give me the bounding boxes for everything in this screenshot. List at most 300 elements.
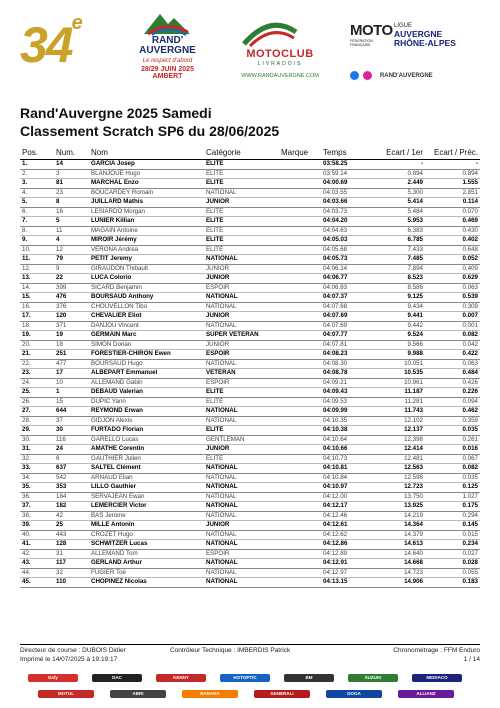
social-handle: RAND'AUVERGNE <box>379 72 433 79</box>
row-categorie: JUNIOR <box>204 340 279 350</box>
row-ecartp: 0.462 <box>425 407 480 417</box>
row-num: 24 <box>54 445 89 455</box>
row-temps: 04:03.73 <box>321 207 373 217</box>
table-row <box>20 188 480 198</box>
row-marque <box>279 255 321 265</box>
row-marque <box>279 217 321 227</box>
row-marque <box>279 274 321 284</box>
row-nom: GIDJON Alexis <box>89 416 204 426</box>
row-temps: 04:10.66 <box>321 445 373 455</box>
sponsor-logo: BANANA <box>182 690 238 698</box>
row-num: 42 <box>54 511 89 521</box>
row-categorie: ELITE <box>204 388 279 398</box>
table-row <box>20 473 480 483</box>
row-categorie: NATIONAL <box>204 416 279 426</box>
row-ecartp: 0.082 <box>425 464 480 474</box>
row-temps: 03:59.14 <box>321 169 373 179</box>
table-row <box>20 407 480 417</box>
row-ecart1: 9.442 <box>373 321 425 331</box>
row-temps: 04:05.03 <box>321 236 373 246</box>
row-ecart1: 11.743 <box>373 407 425 417</box>
page-footer <box>20 644 480 665</box>
table-row <box>20 283 480 293</box>
motoclub-name: MOTOCLUB <box>246 48 314 60</box>
row-marque <box>279 492 321 502</box>
table-row <box>20 198 480 208</box>
row-temps: 04:07.81 <box>321 340 373 350</box>
row-categorie: SUPER VETERAN <box>204 331 279 341</box>
row-num: 79 <box>54 255 89 265</box>
page-subtitle: Classement Scratch SP6 du 28/06/2025 <box>20 123 280 139</box>
row-ecart1: 14.379 <box>373 530 425 540</box>
row-pos: 43. <box>20 559 54 569</box>
col-nom-header: Nom <box>89 146 204 160</box>
row-temps: 04:07.68 <box>321 302 373 312</box>
row-num: 4 <box>54 236 89 246</box>
row-pos: 6. <box>20 207 54 217</box>
row-ecartp: 0.261 <box>425 435 480 445</box>
sponsor-logos <box>28 670 478 704</box>
table-row <box>20 264 480 274</box>
row-pos: 18. <box>20 321 54 331</box>
row-marque <box>279 473 321 483</box>
row-temps: 04:08.23 <box>321 350 373 360</box>
row-nom: ALLEMAND Tom <box>89 549 204 559</box>
row-categorie: ELITE <box>204 397 279 407</box>
row-nom: AMATHE Corentin <box>89 445 204 455</box>
row-marque <box>279 521 321 531</box>
row-pos: 9. <box>20 236 54 246</box>
row-pos: 13. <box>20 274 54 284</box>
row-pos: 4. <box>20 188 54 198</box>
row-num: 37 <box>54 416 89 426</box>
row-ecart1: - <box>373 160 425 170</box>
table-row <box>20 207 480 217</box>
row-ecartp: 0.484 <box>425 369 480 379</box>
row-pos: 35. <box>20 483 54 493</box>
footer-directeur: Directeur de course : DUBOIS Didier <box>20 647 126 654</box>
row-ecart1: 7.485 <box>373 255 425 265</box>
row-ecart1: 5.953 <box>373 217 425 227</box>
table-row <box>20 321 480 331</box>
row-nom: CHEVALIER Eliot <box>89 312 204 322</box>
row-nom: CHOUVELLON Tibo <box>89 302 204 312</box>
row-ecart1: 5.414 <box>373 198 425 208</box>
row-ecartp: 0.028 <box>425 559 480 569</box>
motoclub-sub: LIVRADOIS <box>257 61 303 67</box>
table-row <box>20 540 480 550</box>
row-ecartp: 0.629 <box>425 274 480 284</box>
row-ecart1: 8.523 <box>373 274 425 284</box>
row-num: 117 <box>54 559 89 569</box>
row-pos: 21. <box>20 350 54 360</box>
footer-printed: Imprimé le 14/07/2025 à 19:19:17 <box>20 656 118 663</box>
row-temps: 04:00.69 <box>321 179 373 189</box>
row-ecart1: 14.364 <box>373 521 425 531</box>
row-nom: SICARD Benjamin <box>89 283 204 293</box>
row-nom: GERMAIN Marc <box>89 331 204 341</box>
row-ecart1: 11.187 <box>373 388 425 398</box>
row-nom: DEBAUD Valerian <box>89 388 204 398</box>
row-num: 9 <box>54 264 89 274</box>
table-row <box>20 426 480 436</box>
table-row <box>20 350 480 360</box>
row-marque <box>279 445 321 455</box>
row-temps: 04:12.00 <box>321 492 373 502</box>
row-num: 15 <box>54 397 89 407</box>
row-nom: VERONA Andrea <box>89 245 204 255</box>
row-pos: 31. <box>20 445 54 455</box>
col-pos-header: Pos. <box>20 146 54 160</box>
footer-page: 1 / 14 <box>463 656 480 663</box>
table-row <box>20 255 480 265</box>
row-num: 644 <box>54 407 89 417</box>
row-nom: BOUCARDEY Romain <box>89 188 204 198</box>
row-pos: 19. <box>20 331 54 341</box>
row-nom: ARNAUD Elian <box>89 473 204 483</box>
row-marque <box>279 502 321 512</box>
row-categorie: ELITE <box>204 207 279 217</box>
row-ecart1: 14.906 <box>373 578 425 588</box>
row-categorie: ELITE <box>204 426 279 436</box>
row-num: 637 <box>54 464 89 474</box>
table-row <box>20 578 480 588</box>
row-num: 251 <box>54 350 89 360</box>
row-nom: DUPIC Yann <box>89 397 204 407</box>
table-row <box>20 236 480 246</box>
row-pos: 5. <box>20 198 54 208</box>
row-ecartp: 0.035 <box>425 426 480 436</box>
row-pos: 23. <box>20 369 54 379</box>
row-ecart1: 14.640 <box>373 549 425 559</box>
row-temps: 04:08.78 <box>321 369 373 379</box>
row-num: 3 <box>54 169 89 179</box>
row-ecartp: 0.035 <box>425 473 480 483</box>
row-marque <box>279 293 321 303</box>
row-categorie: ESPOIR <box>204 378 279 388</box>
table-row <box>20 521 480 531</box>
sponsor-logo: BM <box>284 674 334 682</box>
row-categorie: NATIONAL <box>204 559 279 569</box>
row-ecartp: 0.894 <box>425 169 480 179</box>
row-categorie: JUNIOR <box>204 198 279 208</box>
row-pos: 33. <box>20 464 54 474</box>
footer-chrono: Chronométrage : FFM Enduro <box>393 647 480 654</box>
row-num: 399 <box>54 283 89 293</box>
row-pos: 22. <box>20 359 54 369</box>
row-num: 31 <box>54 549 89 559</box>
sponsor-logo: HOTOPTIC <box>220 674 270 682</box>
row-nom: SIMON Dorian <box>89 340 204 350</box>
row-ecartp: 0.125 <box>425 483 480 493</box>
row-nom: REYMOND Erwan <box>89 407 204 417</box>
col-marque-header: Marque <box>279 146 321 160</box>
row-marque <box>279 454 321 464</box>
row-temps: 04:09.21 <box>321 378 373 388</box>
row-temps: 04:04.63 <box>321 226 373 236</box>
row-ecartp: 0.114 <box>425 198 480 208</box>
row-marque <box>279 578 321 588</box>
row-num: 16 <box>54 207 89 217</box>
col-temps-header: Temps <box>321 146 373 160</box>
sponsor-logo: ABRI <box>110 690 166 698</box>
row-pos: 26. <box>20 397 54 407</box>
row-marque <box>279 549 321 559</box>
row-nom: LUCA Colorio <box>89 274 204 284</box>
row-pos: 41. <box>20 540 54 550</box>
row-temps: 04:06.83 <box>321 283 373 293</box>
row-marque <box>279 198 321 208</box>
row-categorie: NATIONAL <box>204 321 279 331</box>
table-row <box>20 511 480 521</box>
table-row <box>20 464 480 474</box>
row-marque <box>279 359 321 369</box>
row-pos: 1. <box>20 160 54 170</box>
table-row <box>20 169 480 179</box>
row-marque <box>279 464 321 474</box>
row-categorie: NATIONAL <box>204 188 279 198</box>
row-nom: MAGAIN Antoine <box>89 226 204 236</box>
row-ecartp: 0.042 <box>425 340 480 350</box>
row-ecart1: 9.125 <box>373 293 425 303</box>
row-marque <box>279 568 321 578</box>
row-ecartp: 0.359 <box>425 416 480 426</box>
row-ecart1: 12.598 <box>373 473 425 483</box>
row-temps: 03:58.25 <box>321 160 373 170</box>
row-ecartp: - <box>425 160 480 170</box>
row-pos: 3. <box>20 179 54 189</box>
row-num: 116 <box>54 435 89 445</box>
table-row <box>20 530 480 540</box>
row-marque <box>279 169 321 179</box>
row-temps: 04:12.61 <box>321 521 373 531</box>
motoclub-website: WWW.RANDAUVERGNE.COM <box>241 73 319 79</box>
row-marque <box>279 397 321 407</box>
row-ecartp: 1.027 <box>425 492 480 502</box>
row-nom: GERLAND Arthur <box>89 559 204 569</box>
row-nom: SCHWITZER Lucas <box>89 540 204 550</box>
table-row <box>20 378 480 388</box>
row-ecartp: 0.016 <box>425 445 480 455</box>
table-row <box>20 416 480 426</box>
row-categorie: ELITE <box>204 226 279 236</box>
row-ecartp: 1.555 <box>425 179 480 189</box>
table-row <box>20 331 480 341</box>
mountain-icon <box>142 10 192 36</box>
row-pos: 32. <box>20 454 54 464</box>
row-ecartp: 0.001 <box>425 321 480 331</box>
row-categorie: ELITE <box>204 454 279 464</box>
row-temps: 04:12.62 <box>321 530 373 540</box>
table-row <box>20 388 480 398</box>
row-ecartp: 0.094 <box>425 397 480 407</box>
row-nom: BLANJOUE Hugo <box>89 169 204 179</box>
row-ecart1: 13.750 <box>373 492 425 502</box>
row-marque <box>279 559 321 569</box>
row-ecartp: 0.430 <box>425 226 480 236</box>
row-pos: 45. <box>20 578 54 588</box>
row-marque <box>279 160 321 170</box>
row-marque <box>279 245 321 255</box>
row-ecart1: 6.383 <box>373 226 425 236</box>
row-nom: LEMERCIER Victor <box>89 502 204 512</box>
row-pos: 38. <box>20 511 54 521</box>
row-num: 81 <box>54 179 89 189</box>
row-num: 30 <box>54 426 89 436</box>
row-categorie: ELITE <box>204 160 279 170</box>
row-ecartp: 0.027 <box>425 549 480 559</box>
row-categorie: NATIONAL <box>204 483 279 493</box>
row-ecartp: 0.426 <box>425 378 480 388</box>
row-temps: 04:12.86 <box>321 540 373 550</box>
table-row <box>20 492 480 502</box>
row-marque <box>279 312 321 322</box>
row-ecart1: 7.894 <box>373 264 425 274</box>
row-categorie: NATIONAL <box>204 492 279 502</box>
row-num: 110 <box>54 578 89 588</box>
row-categorie: NATIONAL <box>204 464 279 474</box>
row-ecart1: 9.988 <box>373 350 425 360</box>
row-num: 6 <box>54 454 89 464</box>
row-temps: 04:12.89 <box>321 549 373 559</box>
row-categorie: NATIONAL <box>204 568 279 578</box>
rand-logo-dates: 28/29 JUIN 2025 AMBERT <box>141 66 194 80</box>
row-ecart1: 12.481 <box>373 454 425 464</box>
row-categorie: NATIONAL <box>204 359 279 369</box>
row-marque <box>279 350 321 360</box>
row-num: 182 <box>54 502 89 512</box>
rand-auvergne-logo <box>120 10 215 85</box>
table-row <box>20 483 480 493</box>
row-categorie: NATIONAL <box>204 255 279 265</box>
row-categorie: NATIONAL <box>204 530 279 540</box>
social-links <box>350 67 490 81</box>
col-categorie-header: Catégorie <box>204 146 279 160</box>
row-num: 14 <box>54 160 89 170</box>
footer-controleur: Contrôleur Technique : IMBERDIS Patrick <box>170 647 291 654</box>
row-marque <box>279 331 321 341</box>
row-marque <box>279 264 321 274</box>
row-categorie: NATIONAL <box>204 540 279 550</box>
row-num: 443 <box>54 530 89 540</box>
table-row <box>20 226 480 236</box>
row-pos: 30. <box>20 435 54 445</box>
row-pos: 36. <box>20 492 54 502</box>
row-nom: SERVAJEAN Ewan <box>89 492 204 502</box>
row-num: 353 <box>54 483 89 493</box>
row-marque <box>279 188 321 198</box>
row-nom: FORESTIER-CHIRON Ewen <box>89 350 204 360</box>
row-pos: 25. <box>20 388 54 398</box>
row-ecartp: 0.409 <box>425 264 480 274</box>
row-pos: 10. <box>20 245 54 255</box>
row-temps: 04:09.99 <box>321 407 373 417</box>
row-ecart1: 10.961 <box>373 378 425 388</box>
row-ecart1: 2.449 <box>373 179 425 189</box>
row-pos: 39. <box>20 521 54 531</box>
row-ecart1: 14.723 <box>373 568 425 578</box>
row-marque <box>279 378 321 388</box>
table-row <box>20 435 480 445</box>
row-temps: 04:13.15 <box>321 578 373 588</box>
row-pos: 16. <box>20 302 54 312</box>
row-temps: 04:12.97 <box>321 568 373 578</box>
row-marque <box>279 416 321 426</box>
row-pos: 27. <box>20 407 54 417</box>
row-nom: FURTADO Florian <box>89 426 204 436</box>
row-categorie: ESPOIR <box>204 350 279 360</box>
row-nom: DANJOU Vincent <box>89 321 204 331</box>
row-num: 128 <box>54 540 89 550</box>
row-ecart1: 0.894 <box>373 169 425 179</box>
row-temps: 04:10.35 <box>321 416 373 426</box>
row-pos: 37. <box>20 502 54 512</box>
instagram-icon[interactable] <box>363 71 372 80</box>
row-categorie: NATIONAL <box>204 511 279 521</box>
sponsor-logo: SUZUKI <box>348 674 398 682</box>
row-ecartp: 0.175 <box>425 502 480 512</box>
facebook-icon[interactable] <box>350 71 359 80</box>
ffm-federation-text: FÉDÉRATION FRANÇAISE <box>350 39 373 47</box>
row-ecartp: 0.145 <box>425 521 480 531</box>
row-ecartp: 0.234 <box>425 540 480 550</box>
row-num: 12 <box>54 245 89 255</box>
row-marque <box>279 435 321 445</box>
row-nom: FUGIER Toé <box>89 568 204 578</box>
row-ecart1: 10.535 <box>373 369 425 379</box>
row-temps: 04:07.37 <box>321 293 373 303</box>
row-temps: 04:12.91 <box>321 559 373 569</box>
row-categorie: ELITE <box>204 217 279 227</box>
sponsor-logo: DOGA <box>326 690 382 698</box>
row-ecart1: 12.414 <box>373 445 425 455</box>
row-categorie: ESPOIR <box>204 283 279 293</box>
row-marque <box>279 530 321 540</box>
row-categorie: NATIONAL <box>204 502 279 512</box>
row-marque <box>279 540 321 550</box>
row-categorie: ELITE <box>204 236 279 246</box>
row-ecart1: 5.300 <box>373 188 425 198</box>
row-marque <box>279 236 321 246</box>
row-categorie: JUNIOR <box>204 274 279 284</box>
row-pos: 20. <box>20 340 54 350</box>
table-header-row <box>20 146 480 160</box>
sponsor-logo: DAC <box>92 674 142 682</box>
row-num: 5 <box>54 217 89 227</box>
table-row <box>20 568 480 578</box>
row-ecartp: 0.226 <box>425 388 480 398</box>
row-marque <box>279 283 321 293</box>
row-temps: 04:03.66 <box>321 198 373 208</box>
row-temps: 04:07.69 <box>321 321 373 331</box>
row-marque <box>279 179 321 189</box>
row-temps: 04:06.14 <box>321 264 373 274</box>
row-temps: 04:05.68 <box>321 245 373 255</box>
row-ecart1: 14.613 <box>373 540 425 550</box>
row-num: 23 <box>54 188 89 198</box>
row-num: 476 <box>54 293 89 303</box>
row-marque <box>279 321 321 331</box>
sponsor-logo: MOTUL <box>38 690 94 698</box>
row-nom: BOURSAUD Anthony <box>89 293 204 303</box>
row-nom: MILLE Antonin <box>89 521 204 531</box>
row-ecartp: 0.067 <box>425 454 480 464</box>
row-categorie: NATIONAL <box>204 407 279 417</box>
row-temps: 04:10.73 <box>321 454 373 464</box>
row-num: 32 <box>54 568 89 578</box>
row-marque <box>279 407 321 417</box>
row-ecartp: 2.851 <box>425 188 480 198</box>
